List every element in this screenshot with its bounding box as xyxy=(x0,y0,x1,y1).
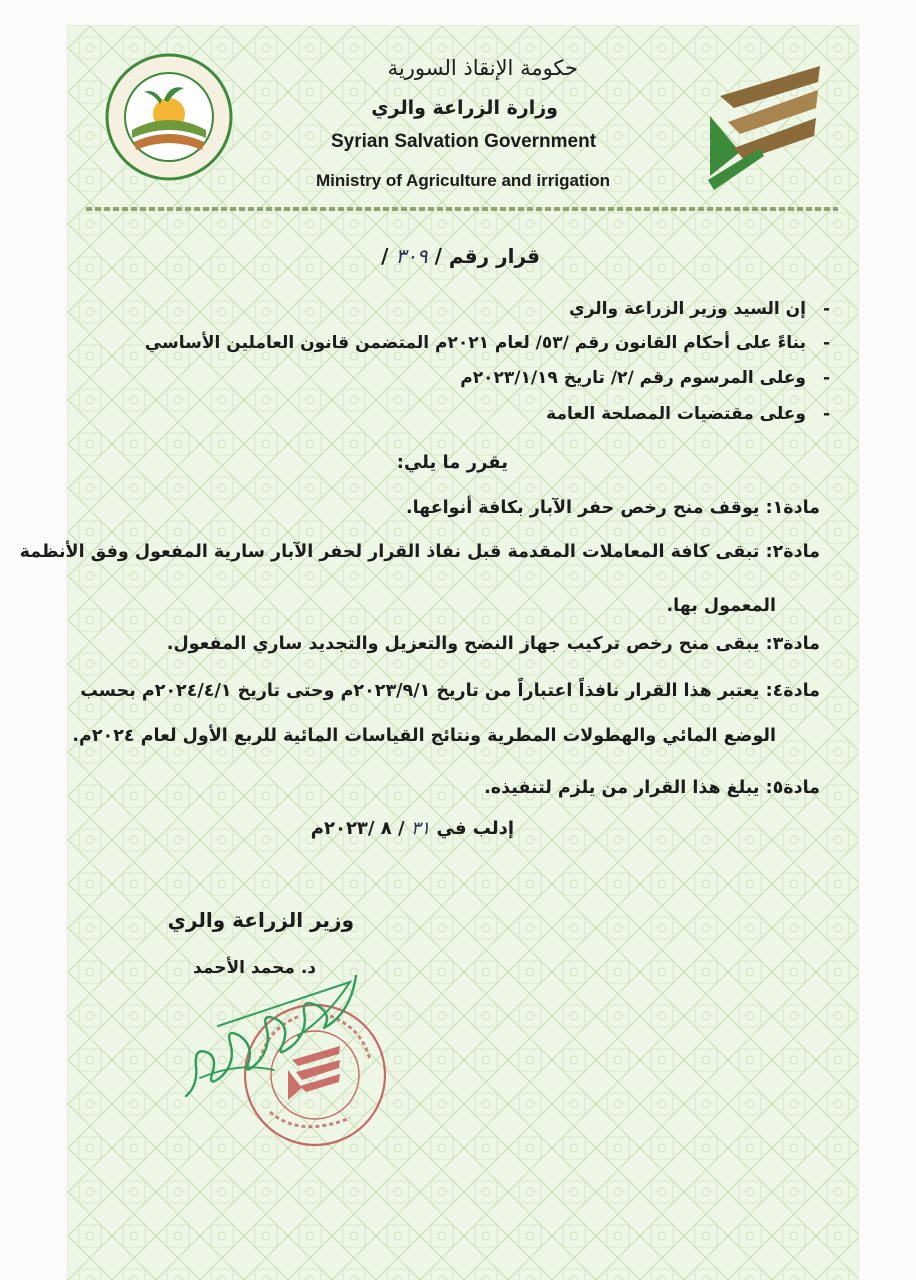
article-2: مادة٢: تبقى كافة المعاملات المقدمة قبل نفاذ القرار لحفر الآبار سارية المفعول وفق الأنظمة xyxy=(19,542,820,562)
minister-signature xyxy=(178,966,368,1116)
article-2-continuation: المعمول بها. xyxy=(666,596,776,616)
minister-title: وزير الزراعة والري xyxy=(167,908,354,932)
preamble-line-3: - وعلى المرسوم رقم /٢/ تاريخ ٢٠٢٣/١/١٩م xyxy=(460,368,806,388)
article-3: مادة٣: يبقى منح رخص تركيب جهاز النضح والتعزيل والتجديد ساري المفعول. xyxy=(166,634,820,654)
article-1: مادة١: يوقف منح رخص حفر الآبار بكافة أنواعها. xyxy=(405,498,820,518)
place-and-date xyxy=(311,818,514,839)
minister-name: د. محمد الأحمد xyxy=(193,958,316,978)
article-4-continuation: الوضع المائي والهطولات المطرية ونتائج القياسات المائية للربع الأول لعام ٢٠٢٤م. xyxy=(72,726,776,746)
ministry-name-arabic: وزارة الزراعة والري xyxy=(371,97,558,119)
header-divider xyxy=(86,207,838,211)
preamble-line-2: - بناءً على أحكام القانون رقم /٥٣/ لعام ٢٠٢١م المتضمن قانون العاملين الأساسي xyxy=(145,333,806,353)
preamble-line-1: - إن السيد وزير الزراعة والري xyxy=(569,299,806,319)
decision-title xyxy=(381,244,540,269)
decides-heading: يقرر ما يلي: xyxy=(396,452,508,473)
government-name-arabic: حكومة الإنقاذ السورية xyxy=(387,56,578,80)
date-day-handwritten: ٣١ xyxy=(410,818,431,838)
decision-number: ٣٠٩ xyxy=(395,246,428,268)
decision-title-suffix: / xyxy=(381,244,389,268)
ministry-name-english: Ministry of Agriculture and irrigation xyxy=(316,171,611,190)
government-name-english: Syrian Salvation Government xyxy=(331,131,597,152)
date-prefix: إدلب في xyxy=(436,818,514,839)
article-5: مادة٥: يبلغ هذا القرار من يلزم لتنفيذه. xyxy=(484,778,820,798)
ministry-logo xyxy=(104,52,234,182)
date-rest: / ٨ /٢٠٢٣م xyxy=(310,818,405,839)
decision-title-prefix: قرار رقم / xyxy=(434,244,540,268)
article-4: مادة٤: يعتبر هذا القرار نافذاً اعتباراً من تاريخ ٢٠٢٣/٩/١م وحتى تاريخ ٢٠٢٤/٤/١م بحسب xyxy=(80,681,820,701)
preamble-line-4: - وعلى مقتضيات المصلحة العامة xyxy=(546,404,806,424)
government-logo xyxy=(700,56,828,196)
